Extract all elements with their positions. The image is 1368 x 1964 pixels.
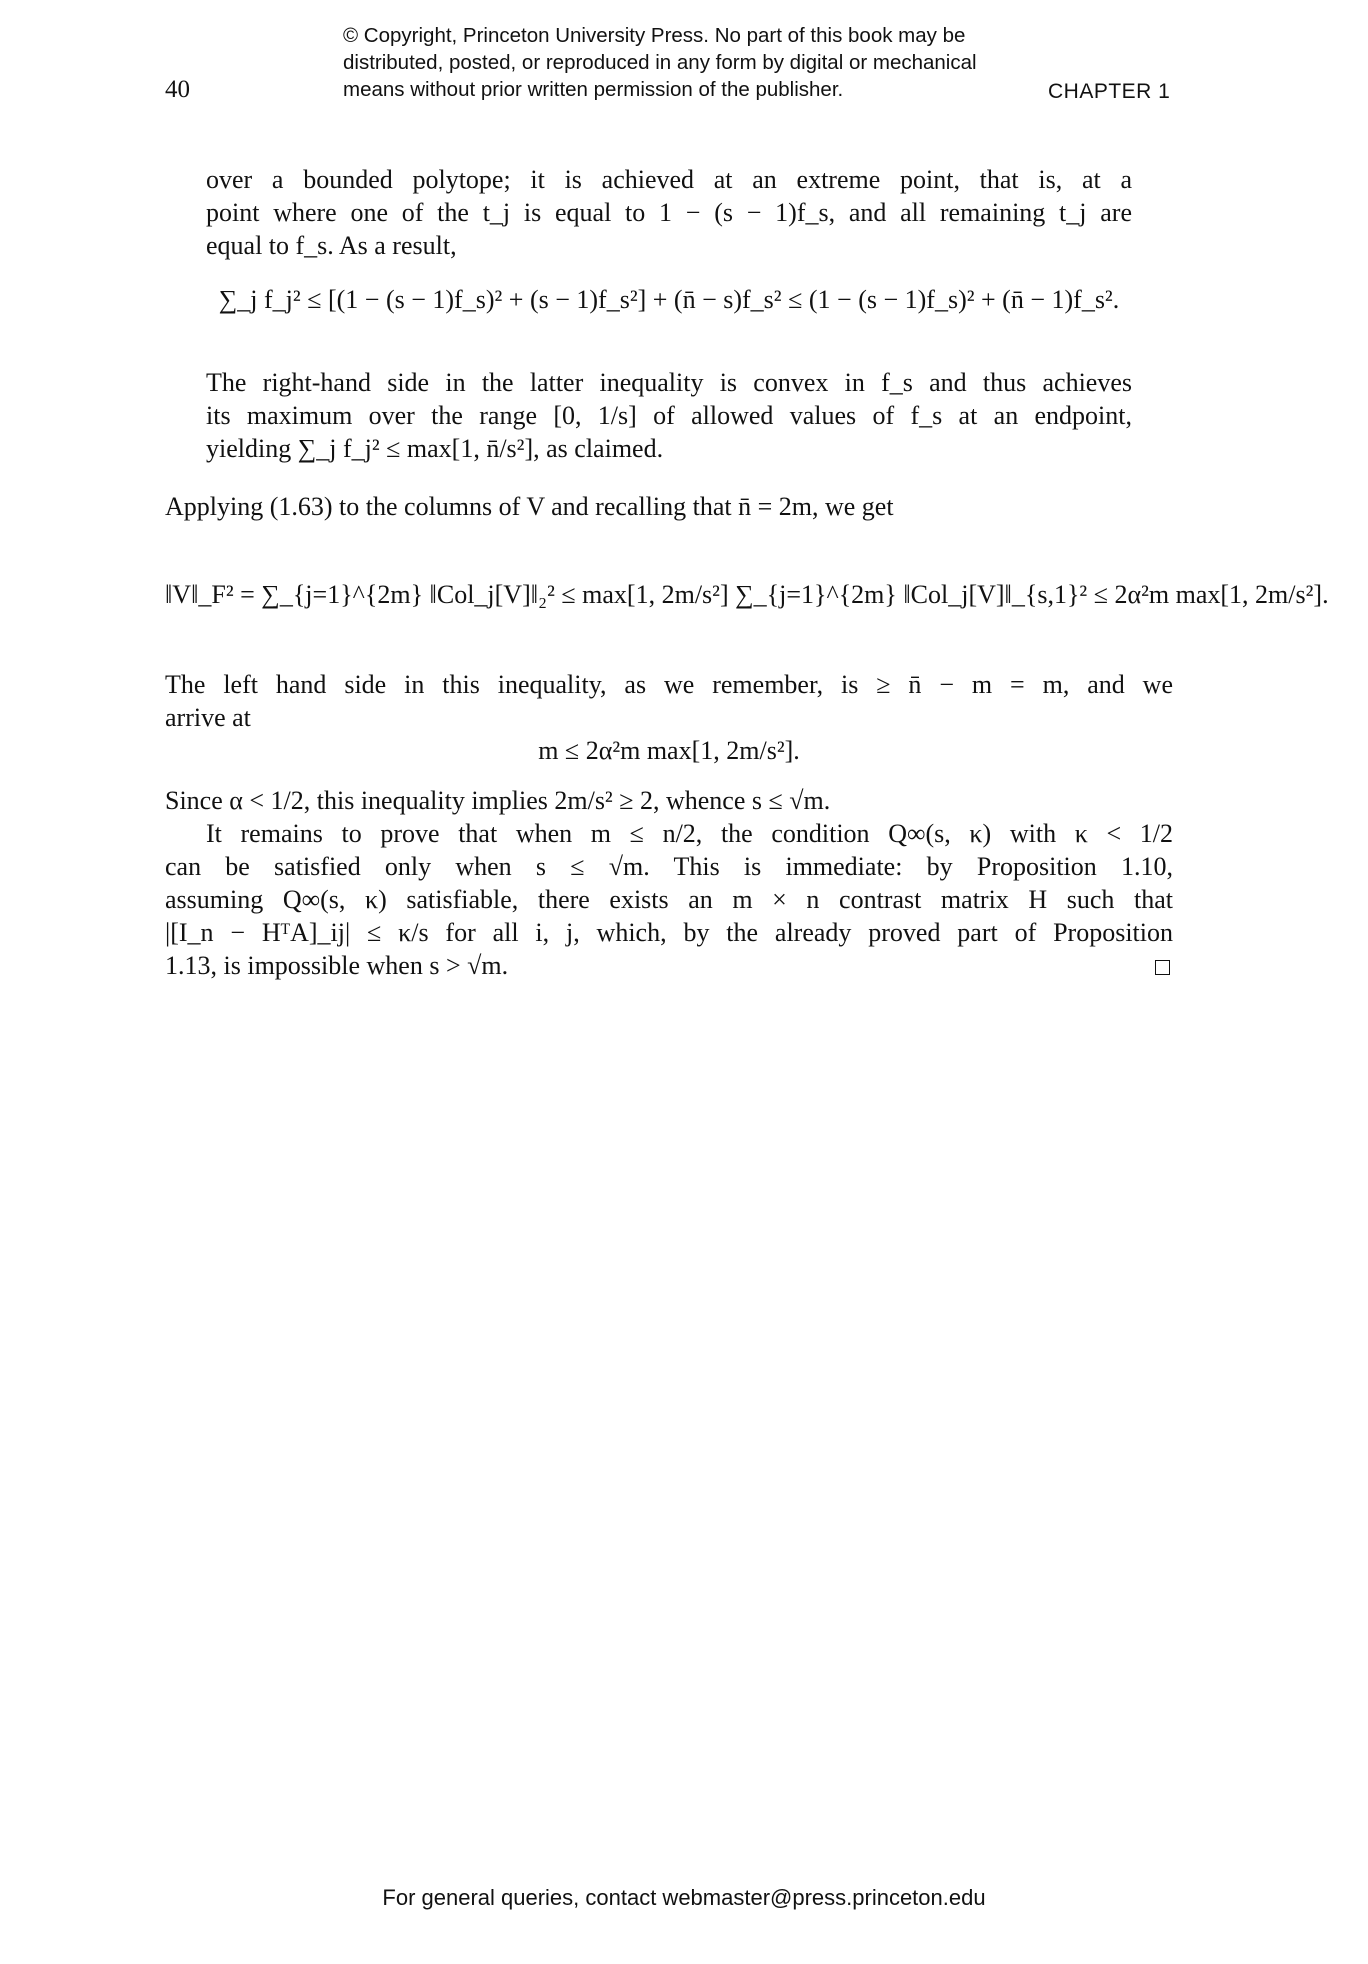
text-line: The left hand side in this inequality, as we remember, is ≥ n̄ − m = m, and we: [165, 670, 1173, 699]
paragraph-left-hand-side: [165, 668, 1173, 734]
equation-sum-bound: ∑_j f_j² ≤ [(1 − (s − 1)f_s)² + (s − 1)f_s²] + (n̄ − s)f_s² ≤ (1 − (s − 1)f_s)² + (n̄ − 1)f_s².: [218, 285, 1120, 314]
text-line: equal to f_s. As a result,: [206, 231, 457, 260]
footer-contact: For general queries, contact webmaster@press.princeton.edu: [382, 1885, 986, 1910]
text-line: 1.13, is impossible when s > √m.: [165, 951, 509, 980]
text-line: It remains to prove that when m ≤ n/2, the condition Q∞(s, κ) with κ < 1/2: [206, 819, 1173, 848]
text-line: yielding ∑_j f_j² ≤ max[1, n̄/s²], as claimed.: [206, 434, 664, 463]
equation-frobenius-norm: ‖V‖_F² = ∑_{j=1}^{2m} ‖Col_j[V]‖₂² ≤ max[1, 2m/s²] ∑_{j=1}^{2m} ‖Col_j[V]‖_{s,1}² ≤ 2α²m max[1, 2m/s²].: [165, 580, 1329, 609]
paragraph-convexity: [206, 366, 1132, 465]
text-line: arrive at: [165, 703, 251, 732]
chapter-heading: CHAPTER 1: [1048, 80, 1171, 103]
copyright-notice: [343, 22, 1063, 103]
paragraph-applying: [165, 490, 1173, 523]
text-line: over a bounded polytope; it is achieved at an extreme point, that is, at a: [206, 165, 1132, 194]
copyright-line: © Copyright, Princeton University Press. No part of this book may be: [343, 24, 966, 47]
copyright-line: means without prior written permission of the publisher.: [343, 78, 844, 101]
end-of-proof-square-icon: [1155, 960, 1170, 975]
text-line: can be satisfied only when s ≤ √m. This is immediate: by Proposition 1.10,: [165, 852, 1173, 881]
text-line: The right-hand side in the latter inequality is convex in f_s and thus achieves: [206, 368, 1132, 397]
equation-m-bound: m ≤ 2α²m max[1, 2m/s²].: [538, 736, 800, 765]
paragraph-it-remains: [165, 817, 1173, 982]
page-number: 40: [165, 76, 190, 103]
text-line: Since α < 1/2, this inequality implies 2m/s² ≥ 2, whence s ≤ √m.: [165, 786, 831, 815]
text-line: Applying (1.63) to the columns of V and recalling that n̄ = 2m, we get: [165, 492, 894, 521]
paragraph-since-alpha: [165, 784, 1173, 817]
text-line: its maximum over the range [0, 1/s] of allowed values of f_s at an endpoint,: [206, 401, 1132, 430]
text-line: |[I_n − HᵀA]_ij| ≤ κ/s for all i, j, which, by the already proved part of Proposition: [165, 918, 1173, 947]
paragraph-polytope: [206, 163, 1132, 262]
text-line: assuming Q∞(s, κ) satisfiable, there exists an m × n contrast matrix H such that: [165, 885, 1173, 914]
text-line: point where one of the t_j is equal to 1 − (s − 1)f_s, and all remaining t_j are: [206, 198, 1132, 227]
copyright-line: distributed, posted, or reproduced in any form by digital or mechanical: [343, 51, 977, 74]
